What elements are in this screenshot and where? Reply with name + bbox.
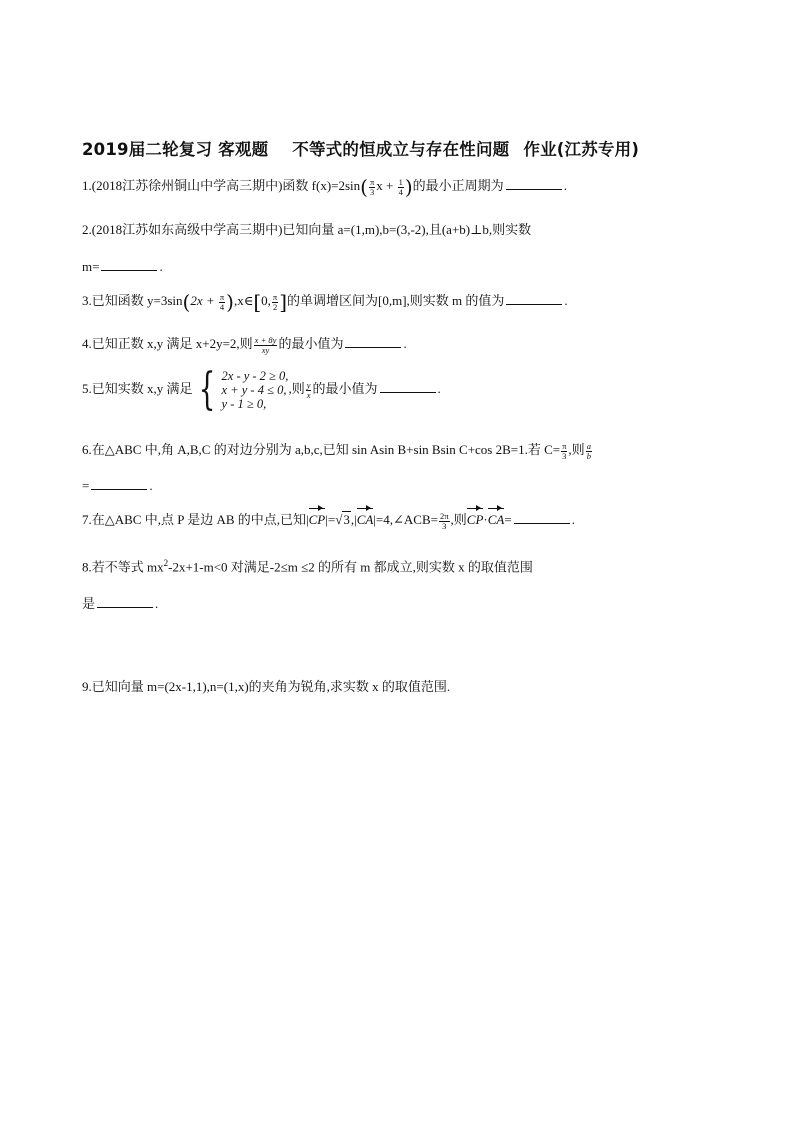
q7-vector-ca: CA bbox=[357, 510, 374, 530]
q5-prefix: 5.已知实数 x,y 满足 bbox=[82, 380, 193, 396]
q6-frac-a-b: $\frac{a}{b}$ bbox=[586, 440, 591, 461]
q7-prefix: 7.在△ABC 中,点 P 是边 AB 的中点,已知| bbox=[82, 512, 309, 527]
q8-text-a: 8.若不等式 mx bbox=[82, 559, 164, 575]
q1-suffix: 的最小正周期为 bbox=[412, 178, 504, 193]
q1-frac-1-4: $\frac{1}{4}$ bbox=[398, 176, 403, 197]
q7-frac-angle: $\frac{2\pi}{3}$ bbox=[439, 510, 449, 531]
q5-constraint-1: 2x - y - 2 ≥ 0, bbox=[221, 369, 289, 383]
question-8-line2: 是 . bbox=[82, 596, 159, 611]
question-8-line1: 8.若不等式 $mx^2-2x+1-m<0$ 对满足-2≤m ≤2 的所有 m 都成立,则实数 x 的取值范围 bbox=[82, 558, 533, 575]
question-7: 7.在△ABC 中,点 P 是边 AB 的中点,已知|CP|=√3,|CA|=4,∠ACB= $\frac{2\pi}{3}$ ,则CP·CA= . bbox=[82, 510, 575, 531]
q5-answer-blank bbox=[380, 380, 436, 393]
q9-text: 9.已知向量 m=(2x-1,1),n=(1,x)的夹角为锐角,求实数 x 的取值范围. bbox=[82, 679, 451, 694]
q2-line2-prefix: m= bbox=[82, 259, 100, 274]
q5-constraint-2: x + y - 4 ≤ 0, bbox=[221, 383, 287, 397]
document-title bbox=[82, 136, 742, 160]
q3-prefix: 3.已知函数 y=3sin bbox=[82, 293, 183, 308]
q8-text-b: -2x+1-m<0 对满足-2≤m ≤2 的所有 m 都成立,则实数 x 的取值范围 bbox=[168, 559, 533, 575]
q3-inner: 2x + bbox=[190, 293, 218, 308]
title-part3: 作业(江苏专用) bbox=[523, 140, 640, 159]
q2-text: 2.(2018江苏如东高级中学高三期中)已知向量 a=(1,m),b=(3,-2),且(a+b)⊥b,则实数 bbox=[82, 222, 532, 237]
q3-interval: 0, bbox=[261, 293, 271, 308]
title-part1: 2019届二轮复习 客观题 bbox=[82, 140, 269, 159]
q4-prefix: 4.已知正数 x,y 满足 x+2y=2,则 bbox=[82, 336, 253, 351]
question-6-line1: 6.在△ABC 中,角 A,B,C 的对边分别为 a,b,c,已知 sin Asin B+sin Bsin C+cos 2B=1.若 C= $\frac{\pi}{3}$ ,则 $\frac{a}{b}$ bbox=[82, 440, 591, 461]
q4-answer-blank bbox=[345, 335, 401, 348]
question-5: 5.已知实数 x,y 满足 { 2x - y - 2 ≥ 0, x + y - 4 ≤ 0, y - 1 ≥ 0, ,则 $\frac{y}{x}$ 的最小值为 . bbox=[82, 364, 441, 415]
question-9 bbox=[82, 677, 450, 697]
q7-answer-blank bbox=[514, 511, 570, 524]
question-6-line2: = . bbox=[82, 478, 153, 493]
q3-mid: ,x∈ bbox=[233, 293, 254, 308]
question-4: 4.已知正数 x,y 满足 x+2y=2,则 $\frac{x + 8y}{xy}$ 的最小值为 . bbox=[82, 334, 407, 355]
q4-suffix: 的最小值为 bbox=[278, 336, 344, 351]
q7-vector-cp-2: CP bbox=[467, 510, 484, 530]
q7-vector-ca-2: CA bbox=[488, 510, 505, 530]
q3-frac-pi-2: $\frac{\pi}{2}$ bbox=[272, 291, 278, 312]
question-1: 1.(2018江苏徐州铜山中学高三期中)函数 f(x)=2sin( $\frac{\pi}{3}$ x + $\frac{1}{4}$ )的最小正周期为 . bbox=[82, 175, 567, 200]
question-2-line1 bbox=[82, 220, 531, 240]
q2-answer-blank bbox=[101, 258, 157, 271]
question-3: 3.已知函数 y=3sin(2x + $\frac{\pi}{4}$ ),x∈[0, $\frac{\pi}{2}$ ]的单调增区间为[0,m],则实数 m 的值为 . bbox=[82, 290, 568, 315]
q8-answer-blank bbox=[97, 595, 153, 608]
q6-frac-pi-3: $\frac{\pi}{3}$ bbox=[562, 440, 567, 461]
q3-frac-pi-4: $\frac{\pi}{4}$ bbox=[219, 291, 225, 312]
q6-answer-blank bbox=[91, 477, 147, 490]
question-2-line2: m= . bbox=[82, 259, 163, 274]
q1-prefix: 1.(2018江苏徐州铜山中学高三期中)函数 f(x)=2sin bbox=[82, 178, 361, 193]
q5-constraint-3: y - 1 ≥ 0, bbox=[221, 397, 267, 411]
q5-constraint-system: { 2x - y - 2 ≥ 0, x + y - 4 ≤ 0, y - 1 ≥ 0, bbox=[198, 364, 289, 415]
q1-answer-blank bbox=[506, 177, 562, 190]
title-part2: 不等式的恒成立与存在性问题 bbox=[292, 140, 510, 159]
q1-var: x + bbox=[376, 178, 397, 193]
q6-prefix: 6.在△ABC 中,角 A,B,C 的对边分别为 a,b,c,已知 sin Asin B+sin Bsin C+cos 2B=1.若 C= bbox=[82, 442, 561, 457]
q1-frac-pi-3: $\frac{\pi}{3}$ bbox=[369, 176, 375, 197]
q4-frac: $\frac{x + 8y}{xy}$ bbox=[254, 334, 277, 355]
q5-suffix: 的最小值为 bbox=[312, 380, 378, 396]
q7-vector-cp: CP bbox=[309, 510, 326, 530]
q3-answer-blank bbox=[506, 292, 562, 305]
q3-suffix: 的单调增区间为[0,m],则实数 m 的值为 bbox=[287, 293, 505, 308]
q5-frac-y-x: $\frac{y}{x}$ bbox=[306, 379, 311, 400]
q7-sqrt: √3 bbox=[335, 512, 350, 527]
